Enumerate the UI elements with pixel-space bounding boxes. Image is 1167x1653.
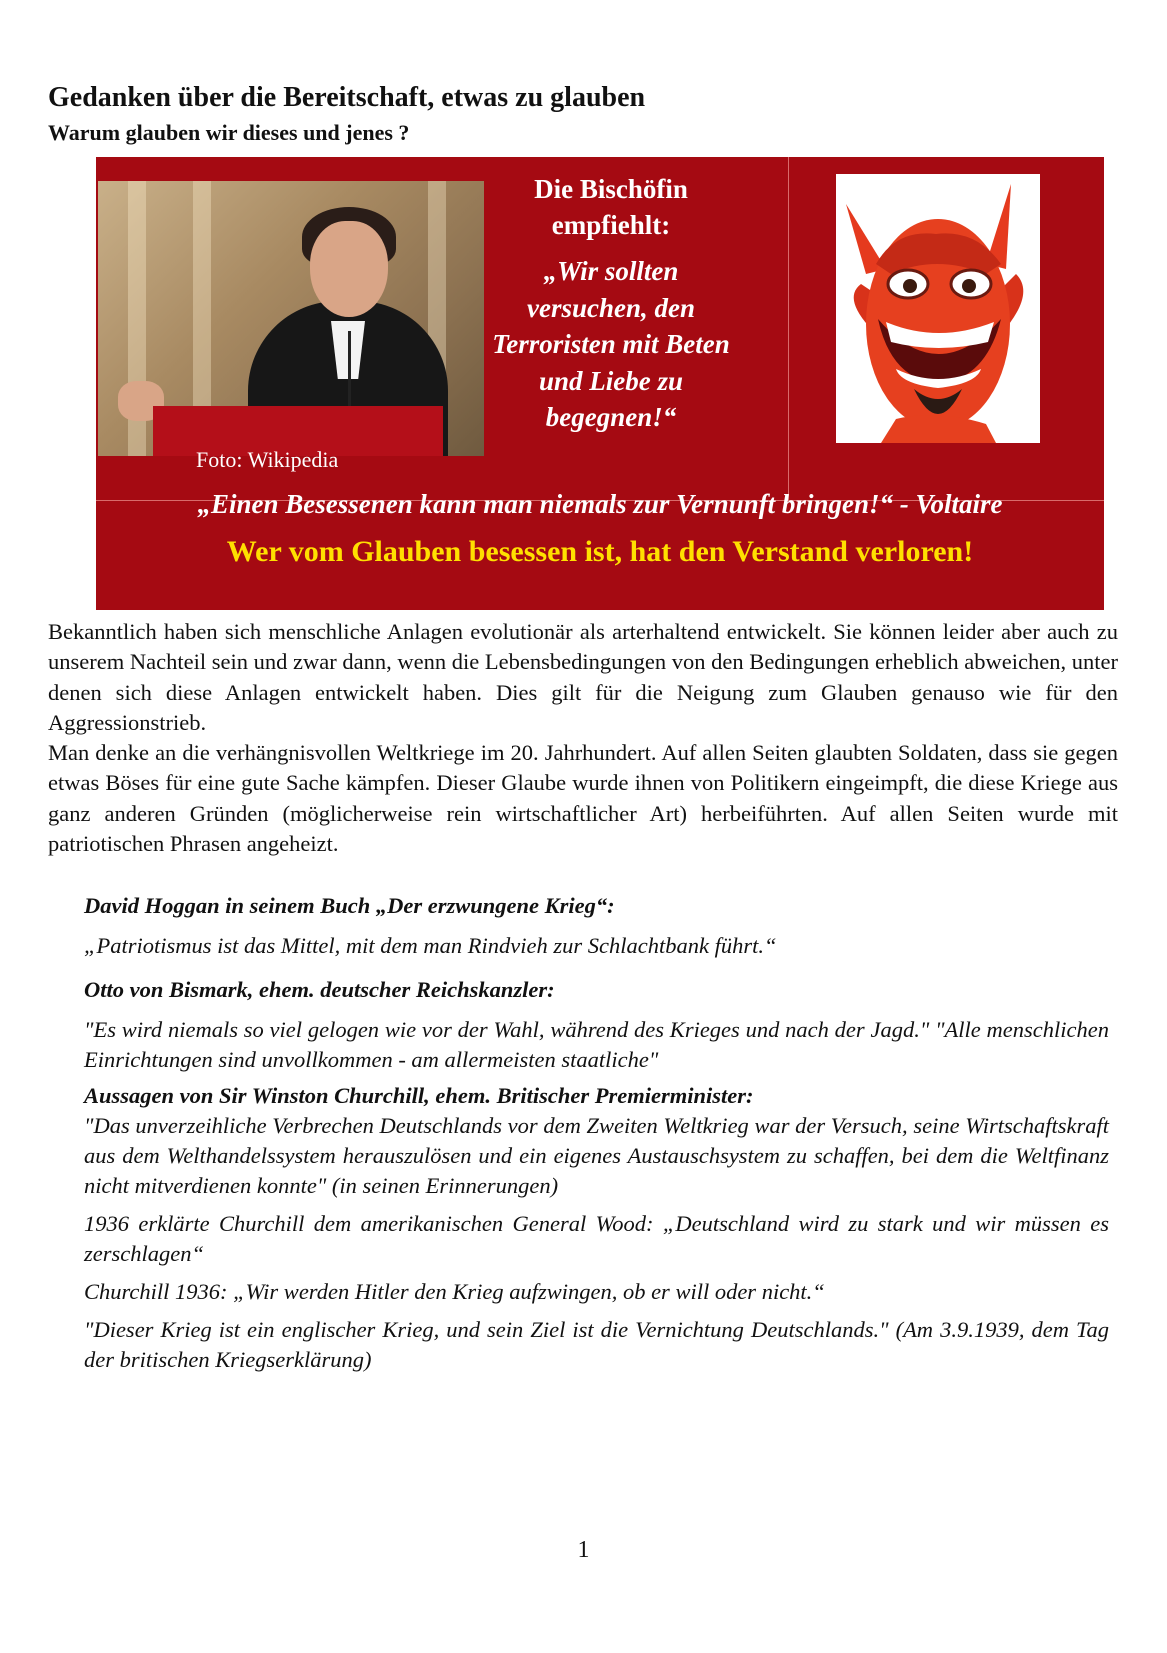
bishop-quote-block xyxy=(466,171,756,436)
body-paragraph: Bekanntlich haben sich menschliche Anlagen evolutionär als arterhaltend entwickelt. Sie können leider aber auch zu unserem Nachteil sein und zwar dann, wenn die Lebensbedingungen von den Bedingungen erheblich abweichen, unter denen sich diese Anlagen entwickelt haben. Dies gilt für die Neigung zum Glauben genauso wie für den Aggressionstrieb. xyxy=(48,619,1118,735)
page-subtitle: Warum glauben wir dieses und jenes ? xyxy=(48,120,410,145)
body-text xyxy=(48,617,1118,859)
devil-icon xyxy=(836,174,1040,443)
quotes-section xyxy=(84,891,1109,1375)
red-banner xyxy=(96,157,1104,610)
voltaire-quote: „Einen Besessenen kann man niemals zur Vernunft bringen!“ - Voltaire xyxy=(197,489,1003,519)
photo-caption: Foto: Wikipedia xyxy=(196,447,339,472)
quote-text: Churchill 1936: „Wir werden Hitler den Krieg aufzwingen, ob er will oder nicht.“ xyxy=(84,1279,825,1304)
bishop-lead-line: Die Bischöfin xyxy=(534,174,688,204)
bishop-lead-line: empfiehlt: xyxy=(551,210,671,240)
page-title: Gedanken über die Bereitschaft, etwas zu glauben xyxy=(48,82,646,113)
bishop-quote-line: Terroristen mit Beten xyxy=(492,329,730,359)
bishop-quote-line: begegnen!“ xyxy=(545,402,677,432)
bishop-quote-line: versuchen, den xyxy=(527,292,695,323)
banner-divider-vertical xyxy=(788,157,789,500)
quote-text: „Patriotismus ist das Mittel, mit dem man Rindvieh zur Schlachtbank führt.“ xyxy=(84,933,777,958)
quote-text: "Es wird niemals so viel gelogen wie vor der Wahl, während des Krieges und nach der Jagd." "Alle menschlichen Einrichtungen sind unvollkommen - am allermeisten staatliche" xyxy=(84,1017,1109,1072)
quote-text: "Das unverzeihliche Verbrechen Deutschlands vor dem Zweiten Weltkrieg war der Versuch, seine Wirtschaftskraft aus dem Welthandelssystem herauszulösen und ein eigenes Austauschsystem zu schaffen, bei dem die Weltfinanz nicht mitverdienen konnte" (in seinen Erinnerungen) xyxy=(84,1113,1109,1198)
verstand-line: Wer vom Glauben besessen ist, hat den Verstand verloren! xyxy=(226,535,974,568)
bishop-quote xyxy=(466,253,756,436)
quote-attribution: Otto von Bismark, ehem. deutscher Reichskanzler: xyxy=(84,977,555,1002)
bishop-lead xyxy=(466,171,756,243)
body-paragraph: Man denke an die verhängnisvollen Weltkriege im 20. Jahrhundert. Auf allen Seiten glaubten Soldaten, dass sie gegen etwas Böses für eine gute Sache kämpfen. Dieser Glaube wurde ihnen von Politikern eingeimpft, die diese Kriege aus ganz anderen Gründen (möglicherweise rein wirtschaftlicher Art) herbeiführten. Auf allen Seiten wurde mit patriotischen Phrasen angeheizt. xyxy=(48,740,1118,857)
quote-attribution: David Hoggan in seinem Buch „Der erzwungene Krieg“: xyxy=(84,893,615,918)
devil-illustration xyxy=(836,174,1040,443)
quote-text: "Dieser Krieg ist ein englischer Krieg, und sein Ziel ist die Vernichtung Deutschlands." (Am 3.9.1939, dem Tag der britischen Kriegserklärung) xyxy=(84,1317,1109,1372)
bishop-photo xyxy=(98,181,484,456)
bishop-quote-line: „Wir sollten xyxy=(543,256,679,286)
quote-attribution: Aussagen von Sir Winston Churchill, ehem. Britischer Premierminister: xyxy=(84,1083,754,1108)
quote-text: 1936 erklärte Churchill dem amerikanischen General Wood: „Deutschland wird zu stark und wir müssen es zerschlagen“ xyxy=(84,1211,1109,1266)
page-number: 1 xyxy=(577,1537,590,1563)
bishop-quote-line: und Liebe zu xyxy=(538,365,684,396)
